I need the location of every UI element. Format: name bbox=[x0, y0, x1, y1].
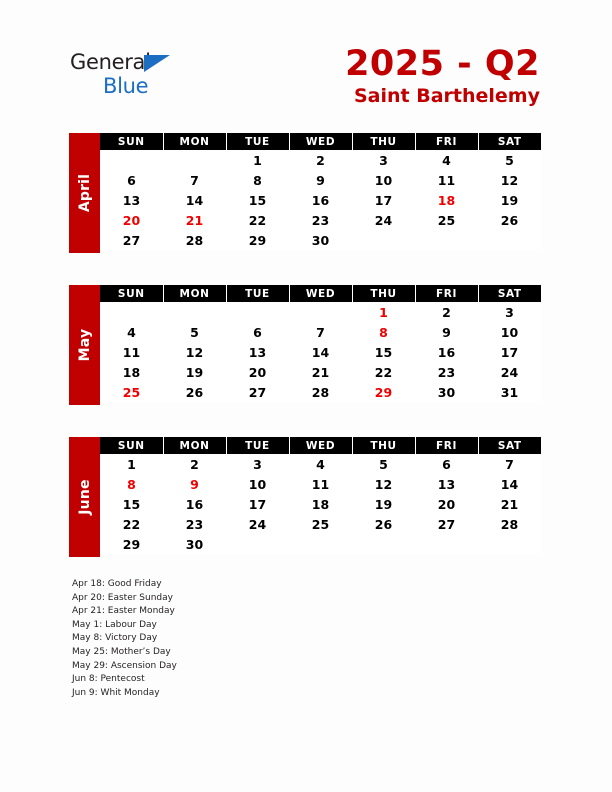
calendar-day[interactable]: 2 bbox=[163, 454, 226, 474]
calendar-day[interactable]: 29 bbox=[100, 534, 163, 554]
calendar-day-holiday[interactable]: 25 bbox=[100, 382, 163, 402]
weekday-header-row bbox=[100, 285, 541, 302]
calendar-day[interactable]: 12 bbox=[352, 474, 415, 494]
calendar-day[interactable]: 16 bbox=[289, 190, 352, 210]
calendar-day[interactable]: 28 bbox=[163, 230, 226, 250]
calendar-day-empty bbox=[415, 534, 478, 554]
holiday-list-item: May 25: Mother’s Day bbox=[72, 646, 171, 657]
weekday-header-tue: TUE bbox=[226, 133, 289, 150]
calendar-week-row bbox=[100, 302, 541, 322]
calendar-day[interactable]: 26 bbox=[478, 210, 541, 230]
calendar-day-empty bbox=[289, 302, 352, 322]
calendar-day[interactable]: 26 bbox=[163, 382, 226, 402]
calendar-day-empty bbox=[100, 150, 163, 170]
calendar-day-holiday[interactable]: 8 bbox=[352, 322, 415, 342]
month-tab-label: June bbox=[76, 479, 93, 515]
holiday-list bbox=[72, 578, 492, 700]
calendar-day-empty bbox=[415, 230, 478, 250]
weekday-header-wed: WED bbox=[289, 437, 352, 454]
calendar-day[interactable]: 16 bbox=[415, 342, 478, 362]
holiday-list-item: May 8: Victory Day bbox=[72, 633, 158, 644]
holiday-list-item: Jun 8: Pentecost bbox=[72, 674, 145, 685]
calendar-day[interactable]: 1 bbox=[100, 454, 163, 474]
weekday-header-fri: FRI bbox=[415, 285, 478, 302]
calendar-day[interactable]: 20 bbox=[226, 362, 289, 382]
calendar-day[interactable]: 7 bbox=[289, 322, 352, 342]
calendar-week-row bbox=[100, 474, 541, 494]
calendar-day[interactable]: 20 bbox=[415, 494, 478, 514]
calendar-week-row bbox=[100, 230, 541, 250]
calendar-day[interactable]: 8 bbox=[226, 170, 289, 190]
calendar-day[interactable]: 29 bbox=[226, 230, 289, 250]
triangle-icon bbox=[144, 55, 170, 72]
calendar-week-row bbox=[100, 382, 541, 402]
calendar-day[interactable]: 19 bbox=[478, 190, 541, 210]
weekday-header-wed: WED bbox=[289, 285, 352, 302]
calendar-day-holiday[interactable]: 29 bbox=[352, 382, 415, 402]
weekday-header-wed: WED bbox=[289, 133, 352, 150]
calendar-day[interactable]: 2 bbox=[289, 150, 352, 170]
calendar-day-holiday[interactable]: 18 bbox=[415, 190, 478, 210]
calendar-day[interactable]: 24 bbox=[226, 514, 289, 534]
calendar-day-holiday[interactable]: 21 bbox=[163, 210, 226, 230]
calendar-day[interactable]: 14 bbox=[289, 342, 352, 362]
calendar-grid-april bbox=[100, 133, 541, 250]
calendar-day[interactable]: 4 bbox=[415, 150, 478, 170]
calendar-day[interactable]: 6 bbox=[415, 454, 478, 474]
calendar-day[interactable]: 11 bbox=[100, 342, 163, 362]
month-block-april bbox=[69, 133, 541, 253]
calendar-day[interactable]: 10 bbox=[352, 170, 415, 190]
calendar-day[interactable]: 24 bbox=[352, 210, 415, 230]
calendar-day[interactable]: 1 bbox=[226, 150, 289, 170]
calendar-day[interactable]: 25 bbox=[415, 210, 478, 230]
weekday-header-tue: TUE bbox=[226, 285, 289, 302]
calendar-day-holiday[interactable]: 9 bbox=[163, 474, 226, 494]
calendar-week-row bbox=[100, 362, 541, 382]
weekday-header-mon: MON bbox=[163, 133, 226, 150]
calendar-week-row bbox=[100, 150, 541, 170]
brand-name-general: General bbox=[70, 50, 151, 74]
weekday-header-tue: TUE bbox=[226, 437, 289, 454]
calendar-day-empty bbox=[100, 302, 163, 322]
calendar-day[interactable]: 4 bbox=[289, 454, 352, 474]
month-tab-label: April bbox=[76, 173, 93, 213]
calendar-day[interactable]: 17 bbox=[478, 342, 541, 362]
calendar-day-empty bbox=[163, 150, 226, 170]
brand-name-blue: Blue bbox=[103, 74, 149, 98]
calendar-day[interactable]: 9 bbox=[415, 322, 478, 342]
calendar-day[interactable]: 25 bbox=[289, 514, 352, 534]
calendar-day[interactable]: 30 bbox=[415, 382, 478, 402]
calendar-day[interactable]: 21 bbox=[289, 362, 352, 382]
calendar-day[interactable]: 13 bbox=[226, 342, 289, 362]
calendar-day[interactable]: 26 bbox=[352, 514, 415, 534]
calendar-week-row bbox=[100, 494, 541, 514]
page-subtitle: Saint Barthelemy bbox=[354, 84, 540, 107]
calendar-day[interactable]: 3 bbox=[352, 150, 415, 170]
calendar-day-holiday[interactable]: 8 bbox=[100, 474, 163, 494]
holiday-list-item: Apr 21: Easter Monday bbox=[72, 606, 175, 617]
calendar-day[interactable]: 18 bbox=[289, 494, 352, 514]
calendar-week-row bbox=[100, 454, 541, 474]
calendar-day[interactable]: 21 bbox=[478, 494, 541, 514]
calendar-week-row bbox=[100, 322, 541, 342]
calendar-day[interactable]: 17 bbox=[352, 190, 415, 210]
calendar-day[interactable]: 23 bbox=[289, 210, 352, 230]
calendar-body bbox=[100, 302, 541, 402]
calendar-day[interactable]: 5 bbox=[352, 454, 415, 474]
brand-logo bbox=[70, 50, 250, 106]
page-header bbox=[0, 0, 612, 130]
calendar-day[interactable]: 28 bbox=[478, 514, 541, 534]
weekday-header-fri: FRI bbox=[415, 437, 478, 454]
calendar-day-holiday[interactable]: 1 bbox=[352, 302, 415, 322]
month-tab-june bbox=[69, 437, 100, 557]
calendar-day-empty bbox=[289, 534, 352, 554]
calendar-day[interactable]: 10 bbox=[226, 474, 289, 494]
holiday-list-item: Apr 18: Good Friday bbox=[72, 579, 162, 589]
calendar-day[interactable]: 12 bbox=[478, 170, 541, 190]
calendar-day[interactable]: 30 bbox=[289, 230, 352, 250]
month-tab-may bbox=[69, 285, 100, 405]
calendar-day-empty bbox=[352, 534, 415, 554]
calendar-day-empty bbox=[163, 302, 226, 322]
weekday-header-sat: SAT bbox=[478, 285, 541, 302]
calendar-day[interactable]: 14 bbox=[163, 190, 226, 210]
calendar-week-row bbox=[100, 210, 541, 230]
calendar-day[interactable]: 15 bbox=[226, 190, 289, 210]
calendar-day[interactable]: 5 bbox=[163, 322, 226, 342]
calendar-grid-june bbox=[100, 437, 541, 554]
calendar-day[interactable]: 15 bbox=[100, 494, 163, 514]
weekday-header-mon: MON bbox=[163, 437, 226, 454]
calendar-day[interactable]: 13 bbox=[100, 190, 163, 210]
calendar-day[interactable]: 19 bbox=[163, 362, 226, 382]
calendar-day[interactable]: 3 bbox=[226, 454, 289, 474]
calendar-day[interactable]: 23 bbox=[415, 362, 478, 382]
holiday-list-item: May 29: Ascension Day bbox=[72, 660, 177, 671]
weekday-header-fri: FRI bbox=[415, 133, 478, 150]
calendar-day[interactable]: 31 bbox=[478, 382, 541, 402]
weekday-header-mon: MON bbox=[163, 285, 226, 302]
weekday-header-thu: THU bbox=[352, 133, 415, 150]
calendar-day[interactable]: 12 bbox=[163, 342, 226, 362]
weekday-header-thu: THU bbox=[352, 437, 415, 454]
calendar-body bbox=[100, 150, 541, 250]
calendar-day[interactable]: 30 bbox=[163, 534, 226, 554]
calendar-day-empty bbox=[478, 230, 541, 250]
month-tab-april bbox=[69, 133, 100, 253]
calendar-day[interactable]: 6 bbox=[100, 170, 163, 190]
holiday-list-item: Jun 9: Whit Monday bbox=[72, 687, 160, 698]
calendar-day[interactable]: 6 bbox=[226, 322, 289, 342]
calendar-day[interactable]: 27 bbox=[100, 230, 163, 250]
calendar-day[interactable]: 7 bbox=[478, 454, 541, 474]
calendar-day-holiday[interactable]: 20 bbox=[100, 210, 163, 230]
calendar-day[interactable]: 7 bbox=[163, 170, 226, 190]
calendar-day[interactable]: 5 bbox=[478, 150, 541, 170]
calendar-day[interactable]: 17 bbox=[226, 494, 289, 514]
calendar-day[interactable]: 16 bbox=[163, 494, 226, 514]
month-tab-label: May bbox=[76, 328, 93, 362]
holiday-list-item: Apr 20: Easter Sunday bbox=[72, 592, 173, 603]
weekday-header-sun: SUN bbox=[100, 437, 163, 454]
calendar-day[interactable]: 9 bbox=[289, 170, 352, 190]
month-block-june bbox=[69, 437, 541, 557]
calendar-day[interactable]: 23 bbox=[163, 514, 226, 534]
calendar-day[interactable]: 2 bbox=[415, 302, 478, 322]
calendar-day[interactable]: 10 bbox=[478, 322, 541, 342]
calendar-day[interactable]: 11 bbox=[289, 474, 352, 494]
calendar-day[interactable]: 28 bbox=[289, 382, 352, 402]
calendar-day[interactable]: 14 bbox=[478, 474, 541, 494]
page-title: 2025 - Q2 bbox=[345, 44, 540, 84]
weekday-header-row bbox=[100, 133, 541, 150]
calendar-day[interactable]: 22 bbox=[352, 362, 415, 382]
calendar-day[interactable]: 22 bbox=[100, 514, 163, 534]
calendar-week-row bbox=[100, 514, 541, 534]
calendar-day-empty bbox=[226, 302, 289, 322]
weekday-header-sat: SAT bbox=[478, 437, 541, 454]
calendar-grid-may bbox=[100, 285, 541, 402]
calendar-day[interactable]: 18 bbox=[100, 362, 163, 382]
calendar-day-empty bbox=[352, 230, 415, 250]
calendar-day[interactable]: 3 bbox=[478, 302, 541, 322]
calendar-day[interactable]: 24 bbox=[478, 362, 541, 382]
weekday-header-sun: SUN bbox=[100, 133, 163, 150]
calendar-day[interactable]: 4 bbox=[100, 322, 163, 342]
calendar-day[interactable]: 13 bbox=[415, 474, 478, 494]
title-block bbox=[345, 46, 540, 110]
calendar-body bbox=[100, 454, 541, 554]
calendar-day[interactable]: 15 bbox=[352, 342, 415, 362]
month-block-may bbox=[69, 285, 541, 405]
weekday-header-thu: THU bbox=[352, 285, 415, 302]
calendar-day-empty bbox=[226, 534, 289, 554]
calendar-week-row bbox=[100, 342, 541, 362]
calendar-day[interactable]: 19 bbox=[352, 494, 415, 514]
calendar-day[interactable]: 22 bbox=[226, 210, 289, 230]
holiday-list-item: May 1: Labour Day bbox=[72, 619, 157, 630]
weekday-header-row bbox=[100, 437, 541, 454]
calendar-day[interactable]: 11 bbox=[415, 170, 478, 190]
calendar-week-row bbox=[100, 534, 541, 554]
calendar-day[interactable]: 27 bbox=[415, 514, 478, 534]
calendar-week-row bbox=[100, 170, 541, 190]
weekday-header-sun: SUN bbox=[100, 285, 163, 302]
calendar-day[interactable]: 27 bbox=[226, 382, 289, 402]
weekday-header-sat: SAT bbox=[478, 133, 541, 150]
calendar-day-empty bbox=[478, 534, 541, 554]
calendar-week-row bbox=[100, 190, 541, 210]
